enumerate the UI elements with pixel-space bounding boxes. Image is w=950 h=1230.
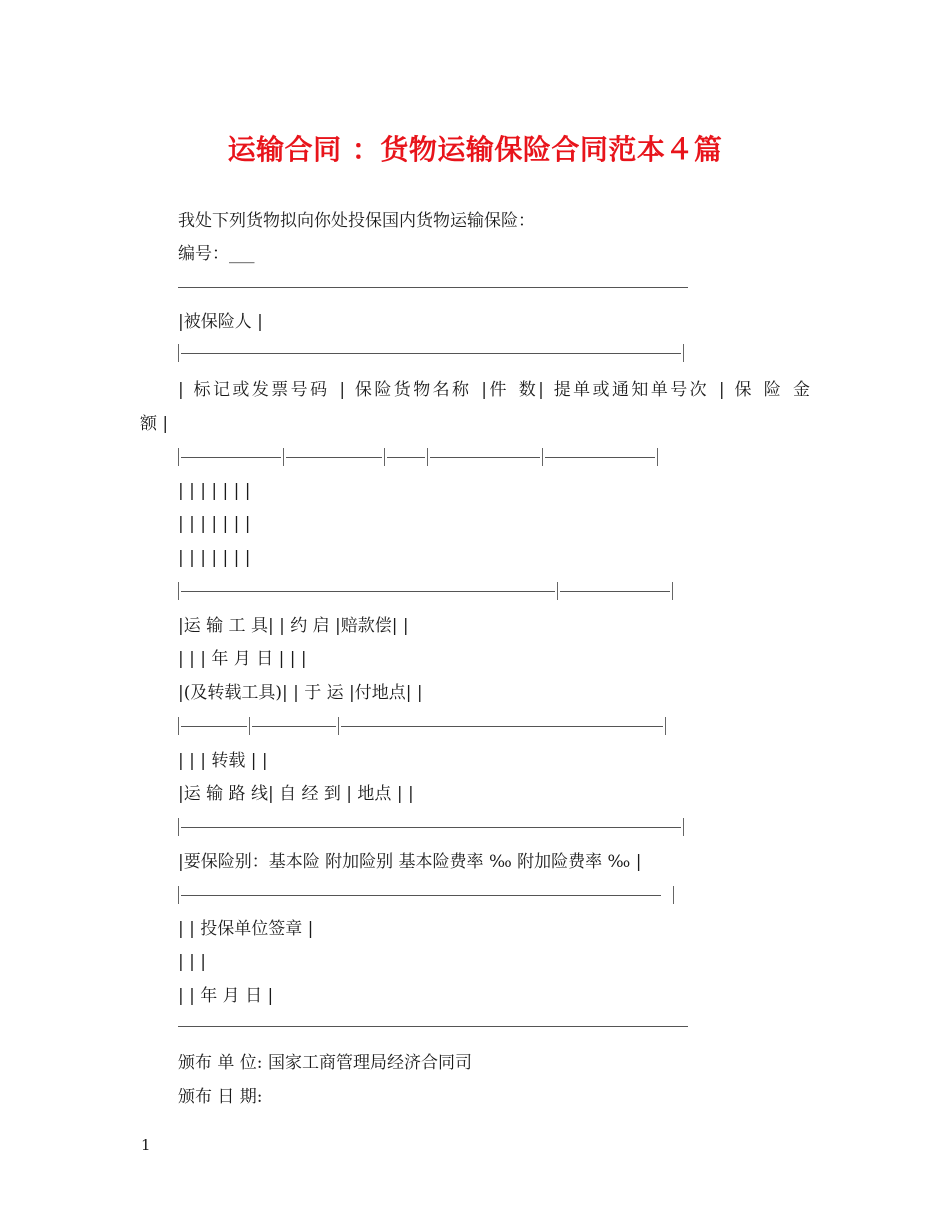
issue-date-line: 颁布 日 期: (178, 1087, 263, 1107)
empty-row-1: | | | | | | | (178, 481, 251, 501)
sign-row-1: | | 投保单位签章 | (178, 919, 314, 939)
page-number: 1 (141, 1136, 151, 1154)
number-label: 编号：___ (178, 244, 255, 264)
table-rule-4 (178, 715, 666, 737)
table-bottom-rule (178, 1026, 688, 1027)
transfer-row: | | | 转载 | | (178, 751, 268, 771)
empty-row-2: | | | | | | | (178, 514, 251, 534)
issuer-line: 颁布 单 位: 国家工商管理局经济合同司 (178, 1053, 472, 1073)
intro-text: 我处下列货物拟向你处投保国内货物运输保险： (178, 211, 535, 231)
table-rule-3 (178, 580, 673, 602)
header-row-continuation: 额 | (140, 414, 169, 434)
sign-row-2: | | | (178, 952, 206, 972)
route-row: |运 输 路 线| 自 经 到 | 地点 | | (178, 784, 414, 804)
transport-row-1: |运 输 工 具| | 约 启 |赔款偿| | (178, 616, 409, 636)
table-rule-1 (178, 342, 684, 364)
insured-row: |被保险人 | (178, 312, 263, 332)
table-top-rule (178, 287, 688, 288)
transport-row-3: |(及转载工具)| | 于 运 |付地点| | (178, 683, 423, 703)
transport-row-2: | | | 年 月 日 | | | (178, 649, 307, 669)
table-rule-5 (178, 816, 684, 838)
table-rule-2 (178, 446, 658, 468)
table-rule-6 (178, 884, 674, 906)
header-row: | 标记或发票号码 | 保险货物名称 |件 数| 提单或通知单号次 | 保 险 金 (178, 380, 810, 400)
sign-row-3: | | 年 月 日 | (178, 986, 274, 1006)
document-title: 运输合同 ：货物运输保险合同范本４篇 (227, 133, 723, 166)
coverage-row: |要保险别：基本险 附加险别 基本险费率 ‰ 附加险费率 ‰ | (178, 852, 642, 872)
empty-row-3: | | | | | | | (178, 548, 251, 568)
